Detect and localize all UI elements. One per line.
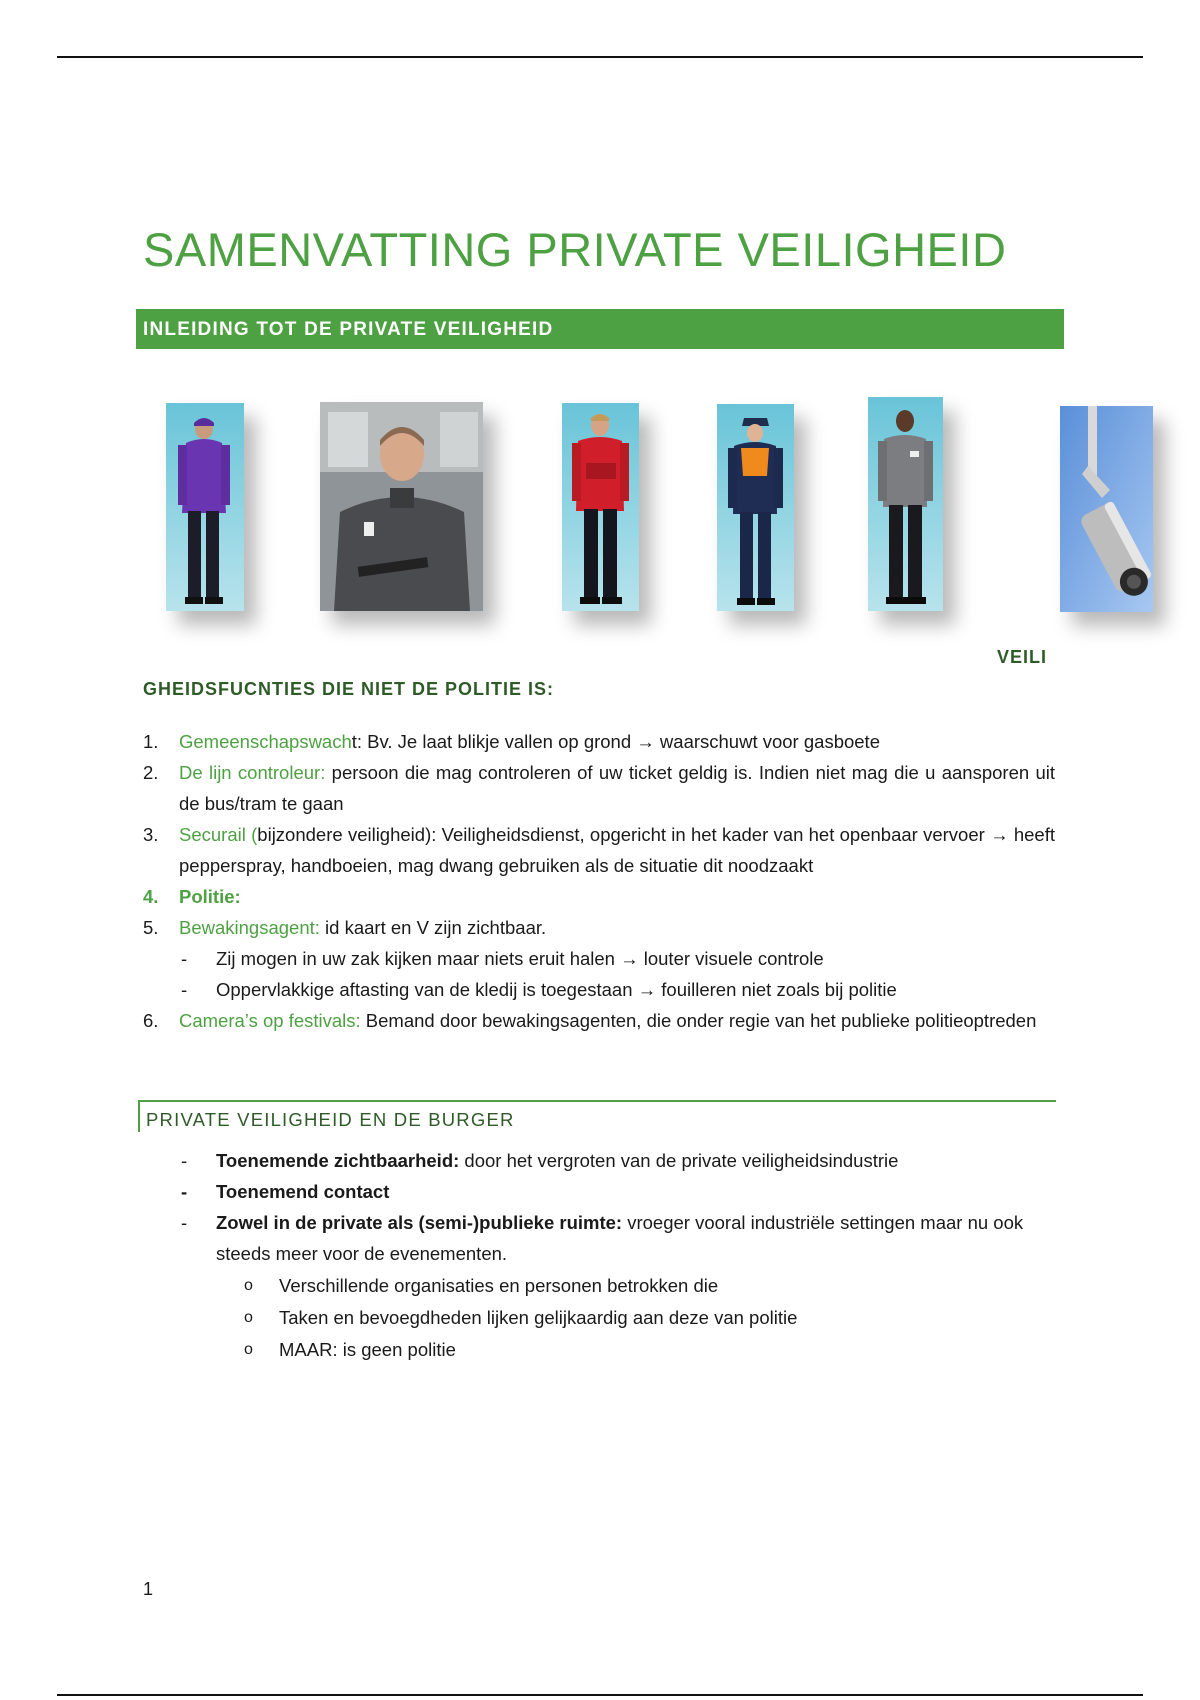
red-vest-officer-photo: [562, 403, 639, 611]
point-bold: Toenemende zichtbaarheid:: [216, 1150, 460, 1171]
police-officer-photo: [717, 404, 794, 611]
bullet-dash: -: [181, 979, 188, 1000]
item-label: Camera’s op festivals:: [179, 1010, 361, 1031]
bullet-dash: -: [181, 1150, 188, 1171]
section-subheading: GHEIDSFUCNTIES DIE NIET DE POLITIE IS:: [143, 679, 555, 699]
list-number: 3.: [143, 824, 159, 845]
item-text: Bemand door bewakingsagenten, die onder regie van het publieke politieoptreden: [360, 1010, 1037, 1031]
list-item: [216, 1207, 1055, 1269]
bullet-circle: o: [244, 1277, 253, 1294]
point-bold: Zowel in de private als (semi-)publieke ruimte:: [216, 1212, 623, 1233]
item-text: persoon die mag controleren of uw ticket geldig is. Indien niet mag die u aansporen uit de bus/tram te gaan: [179, 762, 1056, 814]
item-label-paren: (: [245, 824, 258, 845]
bullet-dash: -: [181, 1181, 188, 1202]
point-bold: Toenemend contact: [216, 1181, 390, 1202]
page-number: 1: [143, 1579, 154, 1599]
header-rule: [57, 56, 1143, 58]
item-text: id kaart en V zijn zichtbaar.: [319, 917, 547, 938]
bullet-circle: o: [244, 1341, 253, 1358]
item-label: Bewakingsagent:: [179, 917, 320, 938]
sub-bullet-text: MAAR: is geen politie: [279, 1339, 456, 1360]
footer-rule: [57, 1694, 1143, 1696]
list-number: 4.: [143, 886, 159, 907]
item-label: Politie:: [179, 886, 241, 907]
sub-bullet-text: Zij mogen in uw zak kijken maar niets eruit halen → louter visuele controle: [216, 948, 824, 969]
grey-sweater-guard-photo: [868, 397, 943, 611]
bullet-circle: o: [244, 1309, 253, 1326]
bullet-dash: -: [181, 948, 188, 969]
item-text: : Bv. Je laat blikje vallen op grond → waarschuwt voor gasboete: [356, 731, 880, 752]
section-heading-bar: INLEIDING TOT DE PRIVATE VEILIGHEID: [136, 309, 1064, 349]
item-label: De lijn controleur:: [179, 762, 326, 783]
section-heading-burger: PRIVATE VEILIGHEID EN DE BURGER: [138, 1100, 1056, 1132]
item-text: bijzondere veiligheid): Veiligheidsdienst, opgericht in het kader van het openbaar vervoer → heeft pepperspray, handboeien, mag dwang gebruiken als de situatie dit noodzaakt: [179, 824, 1055, 876]
list-item: [216, 1145, 1055, 1176]
sub-bullet-text: Verschillende organisaties en personen betrokken die: [279, 1275, 719, 1296]
sub-bullet-text: Oppervlakkige aftasting van de kledij is toegestaan → fouilleren niet zoals bij politie: [216, 979, 897, 1000]
list-number: 5.: [143, 917, 159, 938]
bullet-dash: -: [181, 1212, 188, 1233]
point-text: door het vergroten van de private veiligheidsindustrie: [459, 1150, 899, 1171]
list-item: [216, 1176, 1055, 1207]
sub-bullet-text: Taken en bevoegdheden lijken gelijkaardig aan deze van politie: [279, 1307, 798, 1328]
purple-uniform-officer-photo: [166, 403, 244, 611]
item-label-suffix: t: [351, 731, 357, 752]
list-number: 1.: [143, 731, 159, 752]
ticket-controller-photo: [320, 402, 483, 611]
security-camera-photo: [1060, 406, 1153, 612]
item-label: Securail: [179, 824, 246, 845]
item-label: Gemeenschapswach: [179, 731, 352, 752]
list-number: 2.: [143, 762, 159, 783]
point-text: vroeger vooral industriële settingen maar nu ook steeds meer voor de evenementen.: [216, 1212, 1024, 1264]
document-title: SAMENVATTING PRIVATE VEILIGHEID: [143, 223, 1007, 276]
section-subheading-start: VEILI: [997, 647, 1048, 667]
list-number: 6.: [143, 1010, 159, 1031]
